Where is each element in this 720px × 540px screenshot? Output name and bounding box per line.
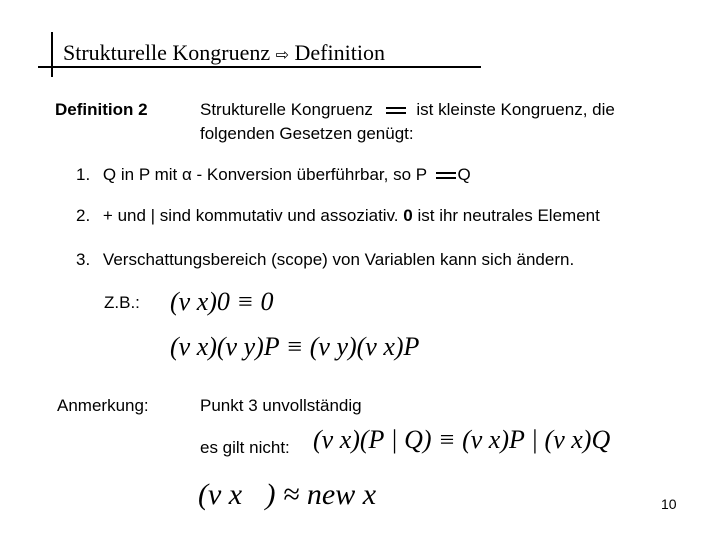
title-underline [38,66,481,68]
rule-text-end: Q [457,165,471,184]
definition-rest: ist kleinste Kongruenz, die [416,100,615,119]
title-sub: Definition [294,40,385,65]
rule-2 [76,206,600,226]
rule-text-end: ist ihr neutrales Element [417,206,600,225]
definition-line1 [200,100,615,120]
congruence-symbol [436,172,456,179]
formula-scope-zero: (ν x)0 ≡ 0 [170,287,274,316]
rule-3 [76,250,574,270]
slide-title [63,40,385,66]
formula-not-equal: (ν x)(P | Q) ≡ (ν x)P | (ν x)Q [313,425,611,454]
rule-number: 3. [76,250,91,269]
remark-text: Punkt 3 unvollständig [200,396,362,415]
rule-number: 1. [76,165,91,184]
not-holds-label: es gilt nicht: [200,438,290,457]
definition-term: Strukturelle Kongruenz [200,100,373,119]
arrow-icon: ⇨ [275,47,290,64]
rule-number: 2. [76,206,91,225]
congruence-symbol [386,107,406,114]
definition-label: Definition 2 [55,100,148,119]
rule-text: Verschattungsbereich (scope) von Variablen kann sich ändern. [102,250,575,269]
zero-symbol: 0 [403,206,413,225]
formula-scope-swap: (ν x)(ν y)P ≡ (ν y)(ν x)P [170,332,420,361]
example-label: Z.B.: [104,293,140,312]
title-main: Strukturelle Kongruenz [63,40,271,65]
title-vertical-rule [51,32,53,77]
formula-new: (ν x⃗) ≈ new x⃗ [198,478,400,511]
definition-line2: folgenden Gesetzen genügt: [200,124,414,143]
remark-label: Anmerkung: [57,396,149,415]
rule-1 [76,165,471,185]
rule-text: Q in P mit α - Konversion überführbar, so P [102,165,427,184]
rule-text: + und | sind kommutativ und assoziativ. [102,206,399,225]
page-number: 10 [661,496,677,512]
